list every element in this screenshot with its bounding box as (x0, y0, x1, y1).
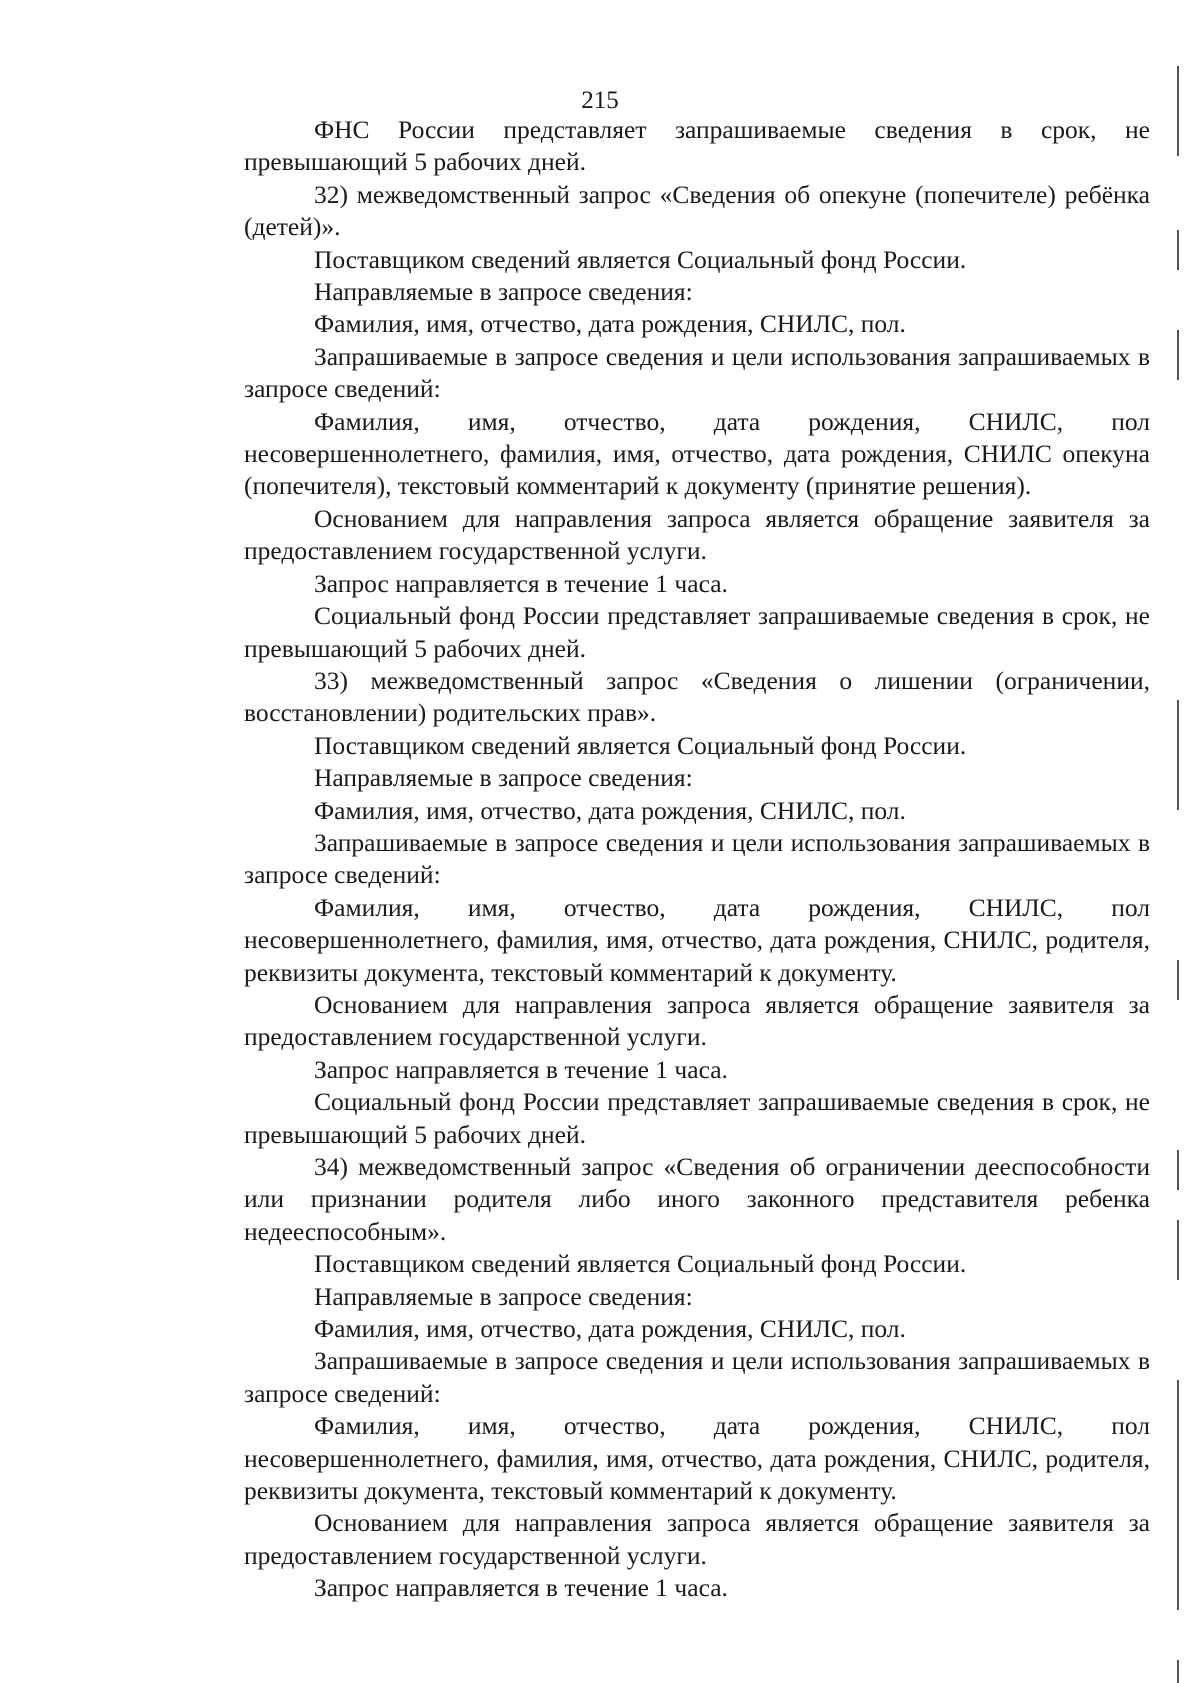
scan-edge-line (1177, 230, 1179, 270)
paragraph: Социальный фонд России представляет запрашиваемые сведения в срок, не превышающий 5 рабочих дней. (244, 601, 1150, 663)
paragraph: Фамилия, имя, отчество, дата рождения, СНИЛС, пол несовершеннолетнего, фамилия, имя, отчество, дата рождения, СНИЛС, родителя, реквизиты документа, текстовый комментарий к документу. (244, 892, 1150, 987)
paragraph: Фамилия, имя, отчество, дата рождения, СНИЛС, пол. (314, 309, 906, 339)
paragraph: Фамилия, имя, отчество, дата рождения, СНИЛС, пол. (314, 1314, 906, 1344)
scan-edge-line (1177, 1150, 1179, 1190)
paragraph: Направляемые в запросе сведения: (314, 277, 693, 307)
paragraph: Поставщиком сведений является Социальный фонд России. (314, 244, 967, 274)
paragraph: Поставщиком сведений является Социальный фонд России. (314, 1249, 967, 1279)
page-number: 215 (581, 87, 619, 114)
paragraph: 33) межведомственный запрос «Сведения о лишении (ограничении, восстановлении) родительских прав». (244, 665, 1150, 728)
paragraph: Запрос направляется в течение 1 часа. (314, 1054, 728, 1084)
paragraph: Запрашиваемые в запросе сведения и цели использования запрашиваемых в запросе сведений: (244, 1346, 1150, 1408)
paragraph: ФНС России представляет запрашиваемые сведения в срок, не превышающий 5 рабочих дней. (244, 115, 1150, 177)
paragraph: 32) межведомственный запрос «Сведения об опекуне (попечителе) ребёнка (детей)». (244, 179, 1150, 242)
scan-edge-line (1177, 1380, 1179, 1610)
paragraph: Запрос направляется в течение 1 часа. (314, 568, 728, 598)
paragraph: Основанием для направления запроса является обращение заявителя за предоставлением государственной услуги. (244, 503, 1150, 566)
paragraph: Основанием для направления запроса является обращение заявителя за предоставлением государственной услуги. (244, 1508, 1150, 1570)
paragraph: Поставщиком сведений является Социальный фонд России. (314, 730, 967, 760)
paragraph: Запрашиваемые в запросе сведения и цели использования запрашиваемых в запросе сведений: (244, 341, 1150, 404)
scan-edge-line (1177, 330, 1179, 380)
paragraph: Запрос направляется в течение 1 часа. (314, 1573, 728, 1603)
document-body (244, 114, 1150, 1605)
paragraph: 34) межведомственный запрос «Сведения об ограничении дееспособности или признании родителя либо иного законного представителя ребенка недееспособным». (244, 1152, 1150, 1246)
paragraph: Запрашиваемые в запросе сведения и цели использования запрашиваемых в запросе сведений: (244, 827, 1150, 890)
paragraph: Направляемые в запросе сведения: (314, 763, 693, 793)
scan-edge-line (1177, 960, 1179, 1000)
scan-edge-line (1177, 66, 1179, 156)
scan-edge-line (1177, 1220, 1179, 1280)
paragraph: Направляемые в запросе сведения: (314, 1281, 693, 1311)
paragraph: Социальный фонд России представляет запрашиваемые сведения в срок, не превышающий 5 рабочих дней. (244, 1087, 1150, 1149)
scan-edge-line (1177, 1660, 1179, 1683)
paragraph: Фамилия, имя, отчество, дата рождения, СНИЛС, пол. (314, 795, 906, 825)
paragraph: Основанием для направления запроса является обращение заявителя за предоставлением государственной услуги. (244, 989, 1150, 1052)
paragraph: Фамилия, имя, отчество, дата рождения, СНИЛС, пол несовершеннолетнего, фамилия, имя, отчество, дата рождения, СНИЛС опекуна (попечителя), текстовый комментарий к документу (принятие решения). (244, 406, 1150, 501)
scan-edge-line (1177, 700, 1179, 810)
paragraph: Фамилия, имя, отчество, дата рождения, СНИЛС, пол несовершеннолетнего, фамилия, имя, отчество, дата рождения, СНИЛС, родителя, реквизиты документа, текстовый комментарий к документу. (244, 1411, 1150, 1506)
